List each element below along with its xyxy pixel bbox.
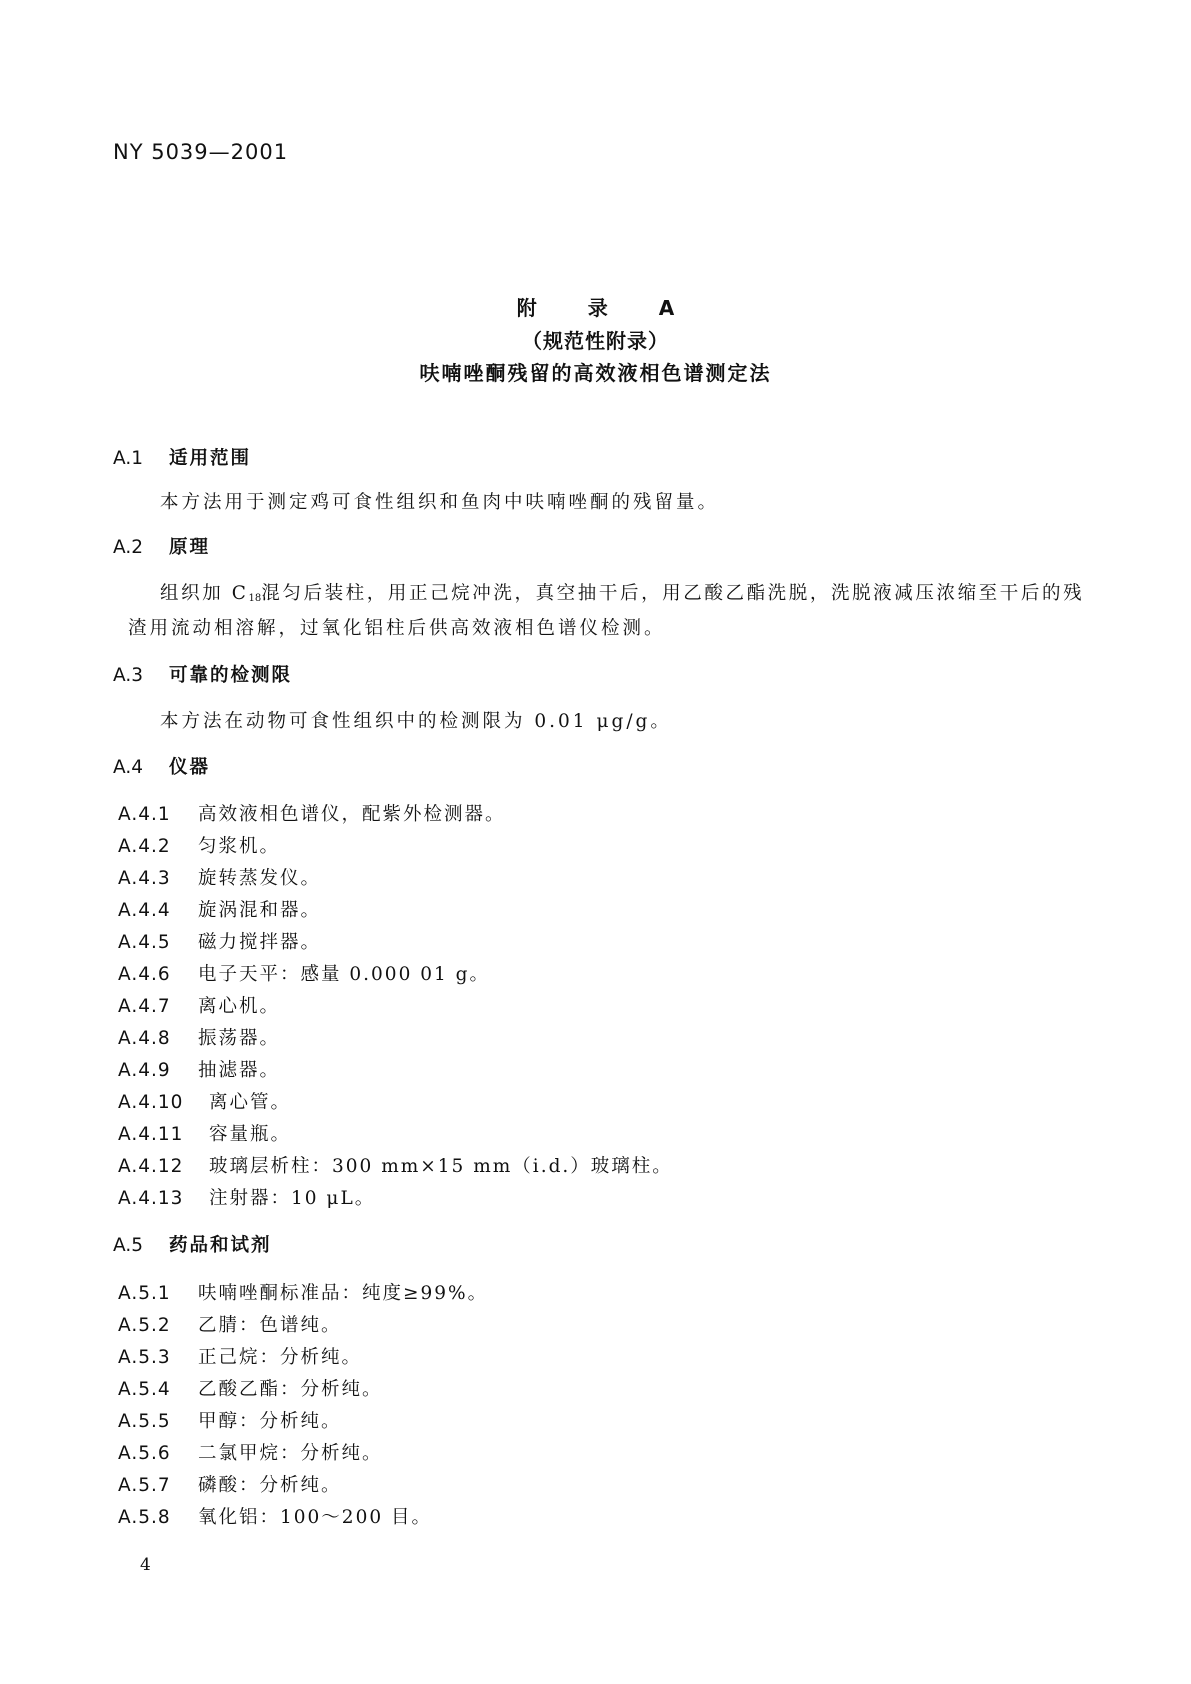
section-number: A.1 [113,448,143,469]
item-text: 电子天平：感量 0.000 01 g。 [198,964,490,985]
list-item [118,864,321,890]
item-text: 旋涡混和器。 [198,900,322,921]
text-part: 混匀后装柱，用正己烷冲洗，真空抽干后，用乙酸乙酯洗脱，洗脱液减压浓缩至干后的残 [261,583,1085,604]
list-item [118,1311,342,1337]
item-text: 磁力搅拌器。 [198,932,322,953]
item-number: A.4.1 [118,804,171,825]
list-item [118,1343,362,1369]
item-text: 乙腈：色谱纯。 [198,1315,342,1336]
section-a4-heading [113,753,210,779]
appendix-label: 附 录 A [516,296,697,320]
item-number: A.4.11 [118,1124,184,1145]
section-a5-heading [113,1231,272,1257]
list-item [118,1439,383,1465]
item-text: 容量瓶。 [209,1124,292,1145]
list-item [118,1056,280,1082]
item-text: 甲醇：分析纯。 [198,1411,342,1432]
list-item [118,1024,280,1050]
section-title: 原理 [169,537,211,558]
item-number: A.5.1 [118,1283,171,1304]
item-number: A.5.6 [118,1443,171,1464]
list-item [118,1503,432,1529]
section-number: A.5 [113,1235,143,1256]
appendix-type: （规范性附录） [522,329,669,353]
section-number: A.2 [113,537,143,558]
item-number: A.4.2 [118,836,171,857]
section-title: 仪器 [169,757,211,778]
item-text: 抽滤器。 [198,1060,281,1081]
list-item [118,1184,375,1210]
list-item [118,1375,383,1401]
section-title: 可靠的检测限 [169,665,293,686]
item-text: 离心机。 [198,996,281,1017]
section-number: A.4 [113,757,143,778]
section-a2-heading [113,533,210,559]
list-item [118,1088,291,1114]
item-text: 呋喃唑酮标准品：纯度≥99%。 [198,1283,489,1304]
section-title: 适用范围 [169,448,252,469]
item-text: 氧化铝：100～200 目。 [198,1507,433,1528]
list-item [118,832,280,858]
item-number: A.5.2 [118,1315,171,1336]
section-title: 药品和试剂 [169,1235,272,1256]
item-text: 二氯甲烷：分析纯。 [198,1443,383,1464]
item-text: 玻璃层析柱：300 mm×15 mm（i.d.）玻璃柱。 [209,1156,673,1177]
item-text: 匀浆机。 [198,836,281,857]
list-item [118,960,490,986]
list-item [118,1120,291,1146]
item-number: A.4.6 [118,964,171,985]
item-number: A.5.4 [118,1379,171,1400]
section-number: A.3 [113,665,143,686]
item-text: 高效液相色谱仪，配紫外检测器。 [198,804,506,825]
item-number: A.4.3 [118,868,171,889]
item-number: A.4.12 [118,1156,184,1177]
item-text: 正己烷：分析纯。 [198,1347,363,1368]
standard-number: NY 5039—2001 [113,140,289,164]
subscript-18: 18 [248,593,262,604]
list-item [118,928,321,954]
item-text: 振荡器。 [198,1028,281,1049]
item-number: A.4.13 [118,1188,184,1209]
item-number: A.4.9 [118,1060,171,1081]
item-number: A.4.5 [118,932,171,953]
item-text: 乙酸乙酯：分析纯。 [198,1379,383,1400]
item-number: A.5.3 [118,1347,171,1368]
list-item [118,896,321,922]
item-number: A.5.7 [118,1475,171,1496]
item-number: A.5.8 [118,1507,171,1528]
section-a1-heading [113,444,251,470]
page-number: 4 [140,1555,151,1575]
list-item [118,992,280,1018]
section-a3-heading [113,661,292,687]
section-a2-text-line2: 渣用流动相溶解，过氧化铝柱后供高效液相色谱仪检测。 [128,618,666,639]
item-number: A.5.5 [118,1411,171,1432]
appendix-title: 呋喃唑酮残留的高效液相色谱测定法 [419,361,772,385]
list-item [118,1152,673,1178]
list-item [118,1471,342,1497]
item-number: A.4.8 [118,1028,171,1049]
item-number: A.4.10 [118,1092,184,1113]
item-number: A.4.7 [118,996,171,1017]
item-text: 磷酸：分析纯。 [198,1475,342,1496]
list-item [118,1279,488,1305]
section-a1-text: 本方法用于测定鸡可食性组织和鱼肉中呋喃唑酮的残留量。 [160,492,720,513]
item-text: 离心管。 [209,1092,292,1113]
section-a3-text: 本方法在动物可食性组织中的检测限为 0.01 μg/g。 [160,711,672,732]
item-text: 注射器：10 μL。 [209,1188,376,1209]
section-a2-text-line1 [160,579,1084,605]
item-number: A.4.4 [118,900,171,921]
list-item [118,800,506,826]
item-text: 旋转蒸发仪。 [198,868,322,889]
text-part: 组织加 C [160,583,249,604]
list-item [118,1407,342,1433]
